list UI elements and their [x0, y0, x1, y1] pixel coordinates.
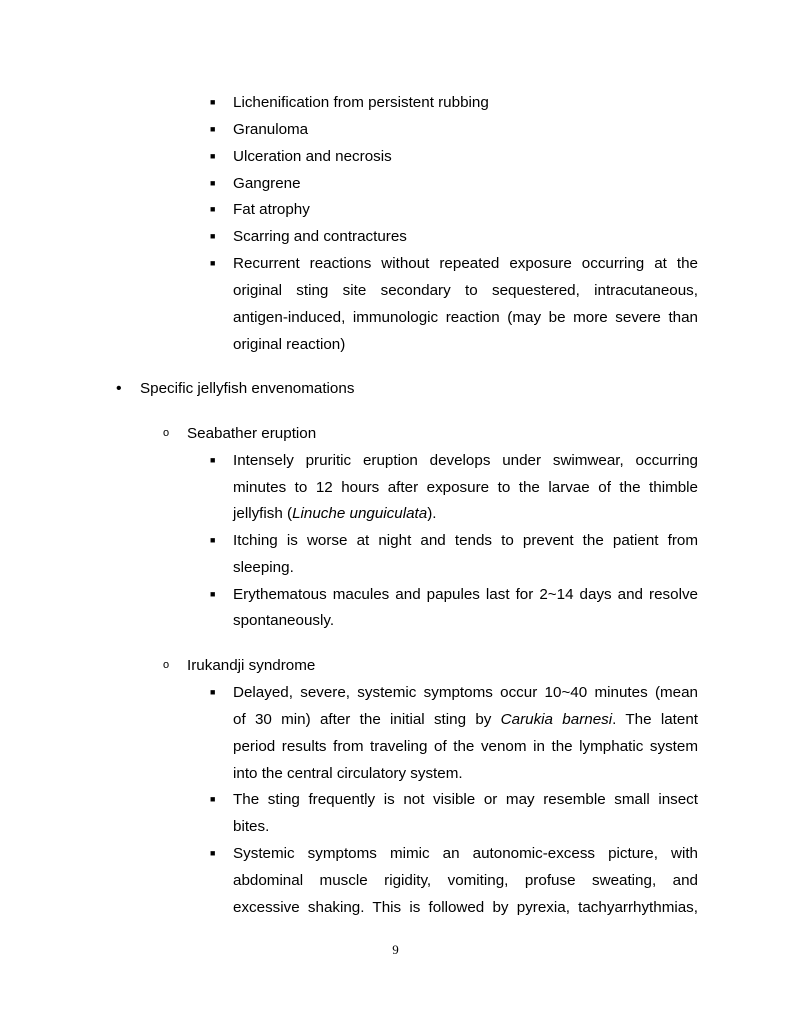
seabather-line: Erythematous macules and papules last for 2~14 days and resolve — [233, 586, 698, 603]
seabather-line: Intensely pruritic eruption develops under swimwear, occurring — [233, 452, 698, 469]
bullet-square-icon: ■ — [210, 97, 216, 107]
bullet-square-icon: ■ — [210, 178, 216, 188]
seabather-line: Itching is worse at night and tends to prevent the patient from — [233, 532, 698, 549]
seabather-line: sleeping. — [233, 559, 294, 576]
subsection-title: Irukandji syndrome — [187, 657, 316, 674]
species-name: Carukia barnesi — [500, 711, 613, 728]
bullet-square-icon: ■ — [210, 535, 216, 545]
seabather-line: minutes to 12 hours after exposure to the larvae of the thimble — [233, 479, 698, 496]
bullet-square-icon: ■ — [210, 589, 216, 599]
page-number: 9 — [392, 942, 399, 957]
complication-item: Lichenification from persistent rubbing — [233, 94, 489, 111]
irukandji-line: bites. — [233, 818, 270, 835]
recurrent-line: original reaction) — [233, 336, 346, 353]
bullet-square-icon: ■ — [210, 124, 216, 134]
recurrent-line: Recurrent reactions without repeated exposure occurring at the — [233, 255, 698, 272]
subsection-title: Seabather eruption — [187, 425, 317, 442]
complication-item: Granuloma — [233, 121, 309, 138]
bullet-square-icon: ■ — [210, 455, 216, 465]
species-name: Linuche unguiculata — [292, 505, 428, 522]
irukandji-line: excessive shaking. This is followed by pyrexia, tachyarrhythmias, — [233, 899, 698, 916]
irukandji-line: of 30 min) after the initial sting by Carukia barnesi. The latent — [233, 711, 698, 728]
complication-item: Fat atrophy — [233, 201, 310, 218]
section-heading: Specific jellyfish envenomations — [140, 380, 355, 397]
bullet-square-icon: ■ — [210, 151, 216, 161]
irukandji-line: period results from traveling of the venom in the lymphatic system — [233, 738, 698, 755]
irukandji-line: The sting frequently is not visible or may resemble small insect — [233, 791, 698, 808]
complication-item: Scarring and contractures — [233, 228, 407, 245]
irukandji-line: Systemic symptoms mimic an autonomic-excess picture, with — [233, 845, 698, 862]
recurrent-line: antigen-induced, immunologic reaction (may be more severe than — [233, 309, 698, 326]
bullet-circle-icon: o — [163, 427, 170, 439]
bullet-square-icon: ■ — [210, 687, 216, 697]
irukandji-line: Delayed, severe, systemic symptoms occur 10~40 minutes (mean — [233, 684, 698, 701]
seabather-line: jellyfish (Linuche unguiculata). — [233, 505, 437, 522]
seabather-line: spontaneously. — [233, 612, 335, 629]
irukandji-line: into the central circulatory system. — [233, 765, 463, 782]
bullet-square-icon: ■ — [210, 848, 216, 858]
irukandji-line: abdominal muscle rigidity, vomiting, profuse sweating, and — [233, 872, 698, 889]
complication-item: Gangrene — [233, 175, 301, 192]
bullet-square-icon: ■ — [210, 204, 216, 214]
bullet-square-icon: ■ — [210, 258, 216, 268]
bullet-square-icon: ■ — [210, 231, 216, 241]
bullet-square-icon: ■ — [210, 794, 216, 804]
complication-item: Ulceration and necrosis — [233, 148, 392, 165]
recurrent-line: original sting site secondary to sequestered, intracutaneous, — [233, 282, 698, 299]
bullet-circle-icon: o — [163, 659, 170, 671]
bullet-dot-icon: • — [116, 380, 122, 397]
